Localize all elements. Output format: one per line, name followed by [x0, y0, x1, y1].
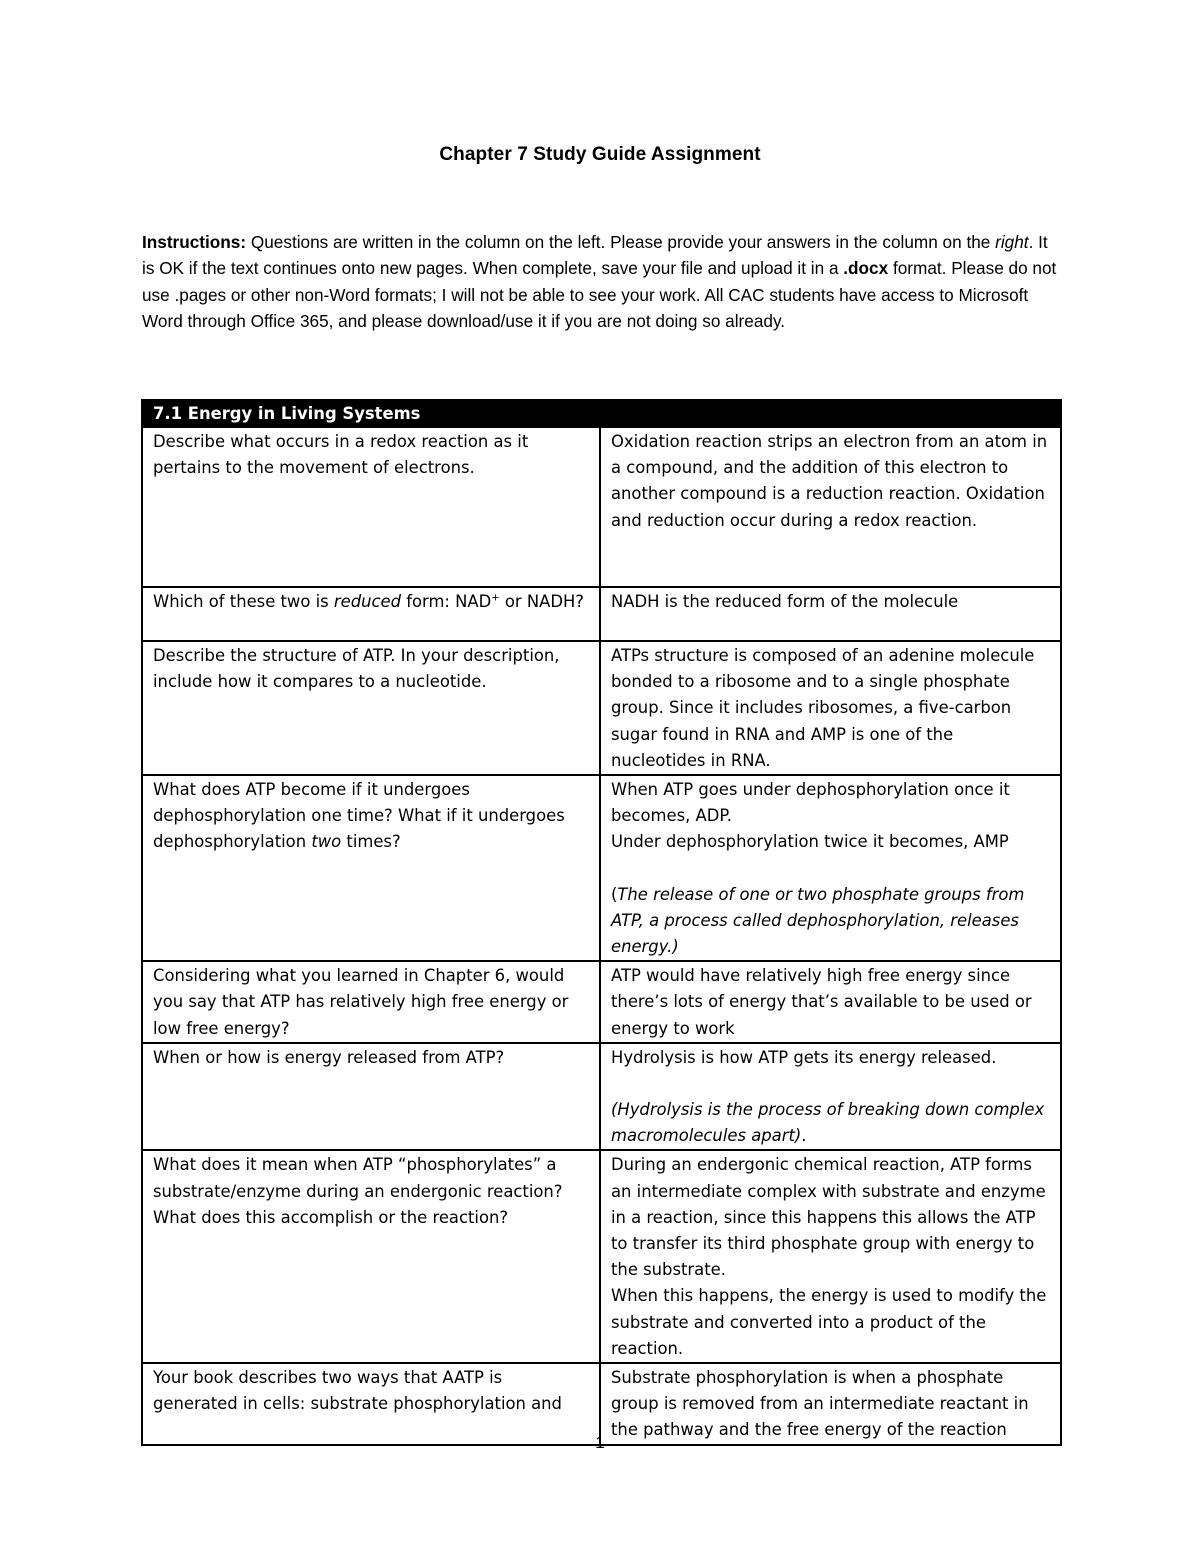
instructions-text-3: format. Please do not use .pages or other non-Word formats; I will not be able to see your work. All CAC students have access to Microsoft Word through Office 365, and please download/use it if you are not doing so already. [142, 258, 1057, 331]
answer-cell[interactable]: NADH is the reduced form of the molecule [600, 587, 1061, 641]
question-cell: What does it mean when ATP “phosphorylates” a substrate/enzyme during an endergonic reaction? What does this accomplish or the reaction? [142, 1150, 600, 1363]
question-cell: Considering what you learned in Chapter 6, would you say that ATP has relatively high free energy or low free energy? [142, 961, 600, 1043]
question-cell: Your book describes two ways that AATP is generated in cells: substrate phosphorylation and [142, 1363, 600, 1445]
section-header: 7.1 Energy in Living Systems [142, 400, 1061, 427]
page-number: 1 [595, 1433, 605, 1452]
question-cell: When or how is energy released from ATP? [142, 1043, 600, 1151]
question-cell: Describe the structure of ATP. In your description, include how it compares to a nucleotide. [142, 641, 600, 775]
answer-line: Under dephosphorylation twice it becomes, AMP [611, 832, 1009, 852]
answer-note [611, 1097, 1051, 1149]
question-text: What does ATP become if it undergoes dephosphorylation one time? What if it undergoes dephosphorylation [153, 780, 565, 852]
blank-line [611, 1071, 1051, 1097]
answer-note-end: . [801, 1126, 807, 1146]
answer-cell[interactable]: ATP would have relatively high free energy since there’s lots of energy that’s available to be used or energy to work [600, 961, 1061, 1043]
table-row [142, 775, 1061, 961]
question-text: times? [341, 832, 401, 852]
answer-cell[interactable] [600, 1150, 1061, 1363]
answer-note [611, 882, 1051, 961]
table-row [142, 641, 1061, 775]
instructions-paragraph [142, 229, 1062, 334]
answer-note-italic: The release of one or two phosphate groups from ATP, a process called dephosphorylation, releases energy.) [611, 884, 1025, 957]
blank-line [611, 856, 1051, 882]
question-cell [142, 775, 600, 961]
instructions-docx-word: .docx [843, 258, 889, 279]
question-emphasis: reduced [333, 592, 401, 611]
answer-note-italic: (Hydrolysis is the process of breaking down complex macromolecules apart) [611, 1100, 1045, 1146]
answer-cell[interactable]: Substrate phosphorylation is when a phosphate group is removed from an intermediate reactant in the pathway and the free energy of the reaction [600, 1363, 1061, 1445]
instructions-text-2: . It is OK if the text continues onto new pages. When complete, save your file and upload it in a [142, 232, 1048, 279]
question-emphasis: two [311, 832, 342, 852]
question-text: form: NAD [401, 592, 492, 611]
table-row [142, 961, 1061, 1043]
answer-line: Hydrolysis is how ATP gets its energy released. [611, 1047, 997, 1067]
answer-cell[interactable]: Oxidation reaction strips an electron from an atom in a compound, and the addition of this electron to another compound is a reduction reaction. Oxidation and reduction occur during a redox reaction. [600, 427, 1061, 587]
answer-line: When this happens, the energy is used to modify the substrate and converted into a product of the reaction. [611, 1286, 1047, 1358]
instructions-label: Instructions: [142, 232, 247, 252]
instructions-text-1: Questions are written in the column on the left. Please provide your answers in the column on the [246, 232, 996, 252]
answer-cell[interactable] [600, 1043, 1061, 1151]
answer-note-open: ( [611, 884, 618, 904]
question-text: or NADH? [499, 592, 584, 611]
superscript-plus: + [491, 592, 500, 604]
table-row [142, 587, 1061, 641]
question-cell [142, 587, 600, 641]
study-guide-table [141, 399, 1062, 1446]
instructions-right-word: right [995, 232, 1029, 252]
table-row [142, 1043, 1061, 1151]
section-header-row [142, 400, 1061, 427]
question-text: Which of these two is [153, 592, 334, 611]
page-title: Chapter 7 Study Guide Assignment [439, 144, 761, 165]
answer-line: During an endergonic chemical reaction, ATP forms an intermediate complex with substrate and enzyme in a reaction, since this happens this allows the ATP to transfer its third phosphate group with energy to the substrate. [611, 1155, 1046, 1280]
table-row [142, 427, 1061, 587]
answer-cell[interactable] [600, 775, 1061, 961]
answer-line: When ATP goes under dephosphorylation once it becomes, ADP. [611, 780, 1010, 826]
question-cell: Describe what occurs in a redox reaction as it pertains to the movement of electrons. [142, 427, 600, 587]
table-row [142, 1150, 1061, 1363]
answer-cell[interactable]: ATPs structure is composed of an adenine molecule bonded to a ribosome and to a single phosphate group. Since it includes ribosomes, a five-carbon sugar found in RNA and AMP is one of the nucleotides in RNA. [600, 641, 1061, 775]
